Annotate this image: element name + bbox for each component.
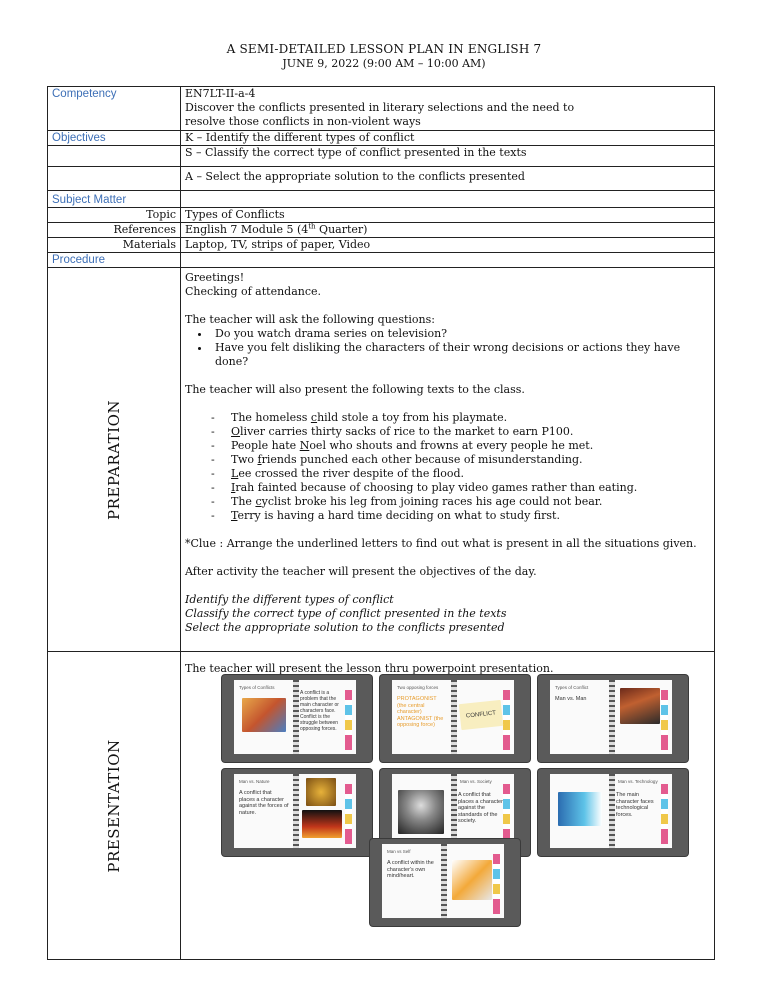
materials-value: Laptop, TV, strips of paper, Video xyxy=(181,238,715,253)
slide-title: Man vs Self xyxy=(387,849,411,854)
slide-title: Types of Conflict xyxy=(555,685,589,690)
clue-text: *Clue : Arrange the underlined letters to find out what is present in all the situations given. xyxy=(185,537,697,550)
objective-k: K – Identify the different types of conflict xyxy=(181,131,715,146)
preparation-label: PREPARATION xyxy=(105,399,123,520)
materials-label: Materials xyxy=(48,238,181,253)
topic-row xyxy=(48,208,715,223)
fire-image xyxy=(302,810,342,838)
references-row xyxy=(48,223,715,238)
presentation-intro: The teacher will present the lesson thru powerpoint presentation. xyxy=(185,662,554,675)
objective-italic: Identify the different types of conflict xyxy=(185,593,394,606)
questions-intro: The teacher will ask the following questions: xyxy=(185,313,435,326)
preparation-side xyxy=(48,268,181,652)
slide-title: Two opposing forces xyxy=(397,685,439,690)
preparation-content xyxy=(181,268,715,652)
competency-text-1: Discover the conflicts presented in literary selections and the need to xyxy=(185,101,575,114)
cartoon-image xyxy=(242,698,286,732)
competency-content xyxy=(181,87,715,131)
slide-body: A conflict within the character's own mind/heart. xyxy=(387,860,434,879)
competency-label: Competency xyxy=(48,87,181,131)
underlined-letter: N xyxy=(299,439,310,452)
slide-thumbnail xyxy=(370,839,520,926)
document-title: A SEMI-DETAILED LESSON PLAN IN ENGLISH 7 xyxy=(226,42,542,56)
slide-thumbnail xyxy=(538,769,688,856)
slide-body: A conflict that places a character against the forces of nature. xyxy=(239,790,289,816)
topic-value: Types of Conflicts xyxy=(181,208,715,223)
texts-intro: The teacher will also present the following texts to the class. xyxy=(185,383,525,396)
conflict-badge: CONFLICT xyxy=(459,700,503,730)
competency-row xyxy=(48,87,715,131)
presentation-side xyxy=(48,652,181,960)
list-item: - The cyclist broke his leg from joining races his age could not bear. xyxy=(211,495,710,509)
slide-body: A conflict that places a character against the standards of the society. xyxy=(458,792,503,824)
list-item: - Oliver carries thirty sacks of rice to the market to earn P100. xyxy=(211,425,710,439)
document-date: JUNE 9, 2022 (9:00 AM – 10:00 AM) xyxy=(282,57,486,70)
materials-row xyxy=(48,238,715,253)
objective-a-row xyxy=(48,167,715,191)
subject-matter-row xyxy=(48,191,715,208)
slide-body: The main character faces technological forces. xyxy=(616,792,654,818)
slide-thumbnail xyxy=(222,675,372,762)
after-activity-text: After activity the teacher will present the objectives of the day. xyxy=(185,565,537,578)
underlined-letter: f xyxy=(257,453,262,466)
photo-image xyxy=(620,688,660,724)
list-item: - Two friends punched each other because of misunderstanding. xyxy=(211,453,710,467)
slide-thumbnail xyxy=(222,769,372,856)
list-item: - Lee crossed the river despite of the flood. xyxy=(211,467,710,481)
slide-title: Man vs. Society xyxy=(460,779,492,784)
list-item: - People hate Noel who shouts and frowns at every people he met. xyxy=(211,439,710,453)
objective-a: A – Select the appropriate solution to the conflicts presented xyxy=(181,167,715,191)
objective-k-row xyxy=(48,131,715,146)
slide-body: PROTAGONIST (the central character) ANTAGONIST (the opposing force) xyxy=(397,696,444,728)
underlined-letter: I xyxy=(231,481,236,494)
slide-thumbnail xyxy=(380,675,530,762)
presentation-label: PRESENTATION xyxy=(105,738,123,873)
list-item: • Have you felt disliking the characters of their wrong decisions or actions they have done? xyxy=(211,341,710,369)
slide-title: Man vs. Technology xyxy=(618,779,658,784)
underlined-letter: c xyxy=(310,411,318,424)
figure-image xyxy=(306,778,336,806)
texts-list xyxy=(185,411,710,523)
underlined-letter: T xyxy=(231,509,238,522)
references-value: English 7 Module 5 (4th Quarter) xyxy=(181,223,715,238)
underlined-letter: O xyxy=(231,425,241,438)
objective-s: S – Classify the correct type of conflict presented in the texts xyxy=(181,146,715,167)
underlined-letter: c xyxy=(255,495,262,508)
subject-matter-label: Subject Matter xyxy=(48,191,181,208)
crowd-image xyxy=(398,790,444,834)
list-item: - Terry is having a hard time deciding on what to study first. xyxy=(211,509,710,523)
references-label: References xyxy=(48,223,181,238)
slide-thumbnail xyxy=(538,675,688,762)
self-image xyxy=(452,860,492,900)
slide-thumbnails xyxy=(222,675,692,915)
slide-body: Man vs. Man xyxy=(555,696,587,702)
procedure-label: Procedure xyxy=(48,253,181,268)
competency-text-2: resolve those conflicts in non-violent ways xyxy=(185,115,421,128)
slide-title: Types of Conflicts xyxy=(239,685,275,690)
competency-code: EN7LT-II-a-4 xyxy=(185,87,256,100)
attendance: Checking of attendance. xyxy=(185,285,322,298)
greeting: Greetings! xyxy=(185,271,245,284)
objectives-label: Objectives xyxy=(48,131,181,146)
questions-list xyxy=(185,327,710,369)
slide-title: Man vs. Nature xyxy=(239,779,270,784)
procedure-row xyxy=(48,253,715,268)
list-item: • Do you watch drama series on television? xyxy=(211,327,710,341)
objective-italic: Classify the correct type of conflict presented in the texts xyxy=(185,607,507,620)
list-item: - Irah fainted because of choosing to play video games rather than eating. xyxy=(211,481,710,495)
list-item: - The homeless child stole a toy from his playmate. xyxy=(211,411,710,425)
topic-label: Topic xyxy=(48,208,181,223)
objective-s-row xyxy=(48,146,715,167)
underlined-letter: L xyxy=(231,467,239,480)
objective-italic: Select the appropriate solution to the conflicts presented xyxy=(185,621,505,634)
slide-body: A conflict is a problem that the main character or characters face. Conflict is the struggle between opposing forces. xyxy=(300,690,339,732)
preparation-row xyxy=(48,268,715,652)
technology-image xyxy=(558,792,602,826)
